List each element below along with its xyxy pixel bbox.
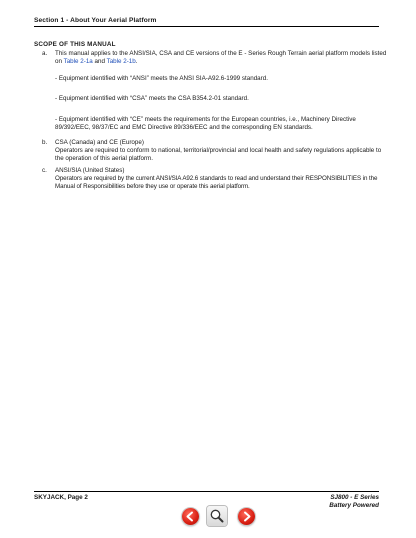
item-b-text: Operators are required to conform to national, territorial/provincial and local health and safety regulations applicable to the operation of this aerial platform. [55, 147, 382, 163]
item-c-text: Operators are required by the current ANSI/SIA A92.6 standards to read and understand their RESPONSIBILITIES in the Manual of Responsibilities before they use or operate this aerial platform. [55, 175, 378, 191]
item-b-marker: b. [42, 139, 48, 146]
section-header [34, 17, 379, 27]
table-2-1b-link[interactable]: Table 2-1b [106, 58, 136, 66]
csa-standard-line: - Equipment identified with “CSA” meets the CSA B354.2-01 standard. [55, 95, 249, 102]
table-2-1a-link[interactable]: Table 2-1a [63, 58, 93, 66]
item-b-heading: CSA (Canada) and CE (Europe) [55, 139, 144, 146]
footer-power-type: Battery Powered [329, 502, 379, 510]
arrow-left-icon [182, 508, 199, 525]
previous-page-button[interactable] [182, 508, 199, 525]
item-a-text-mid: and [92, 58, 107, 66]
item-c-marker: c. [42, 167, 47, 174]
footer-model-name: SJ800 - E Series [330, 494, 379, 501]
magnifier-icon [207, 506, 227, 526]
ce-standard-line: - Equipment identified with “CE” meets the requirements for the European countries, i.e., Machinery Directive 89/392/EEC, 98/37/EC and EMC Directive 89/336/EEC and the corresponding EN standards. [55, 116, 356, 132]
item-a-marker: a. [42, 50, 48, 57]
section-title: Section 1 - About Your Aerial Platform [34, 17, 157, 24]
scope-title: SCOPE OF THIS MANUAL [34, 41, 116, 48]
item-c-heading: ANSI/SIA (United States) [55, 167, 125, 174]
search-button[interactable] [207, 506, 227, 526]
next-page-button[interactable] [238, 508, 255, 525]
footer-rule [34, 491, 379, 492]
item-a-text-before: This manual applies to the ANSI/SIA, CSA and CE versions of the E - Series Rough Terrain aerial platform models listed on [55, 50, 387, 66]
footer-page-label: SKYJACK, Page 2 [34, 494, 88, 501]
item-a-text-after: . [135, 58, 138, 66]
item-a-intro [55, 50, 390, 66]
footer-model [329, 494, 379, 510]
ansi-standard-line: - Equipment identified with “ANSI” meets the ANSI SIA-A92.6-1999 standard. [55, 75, 268, 82]
arrow-right-icon [238, 508, 255, 525]
